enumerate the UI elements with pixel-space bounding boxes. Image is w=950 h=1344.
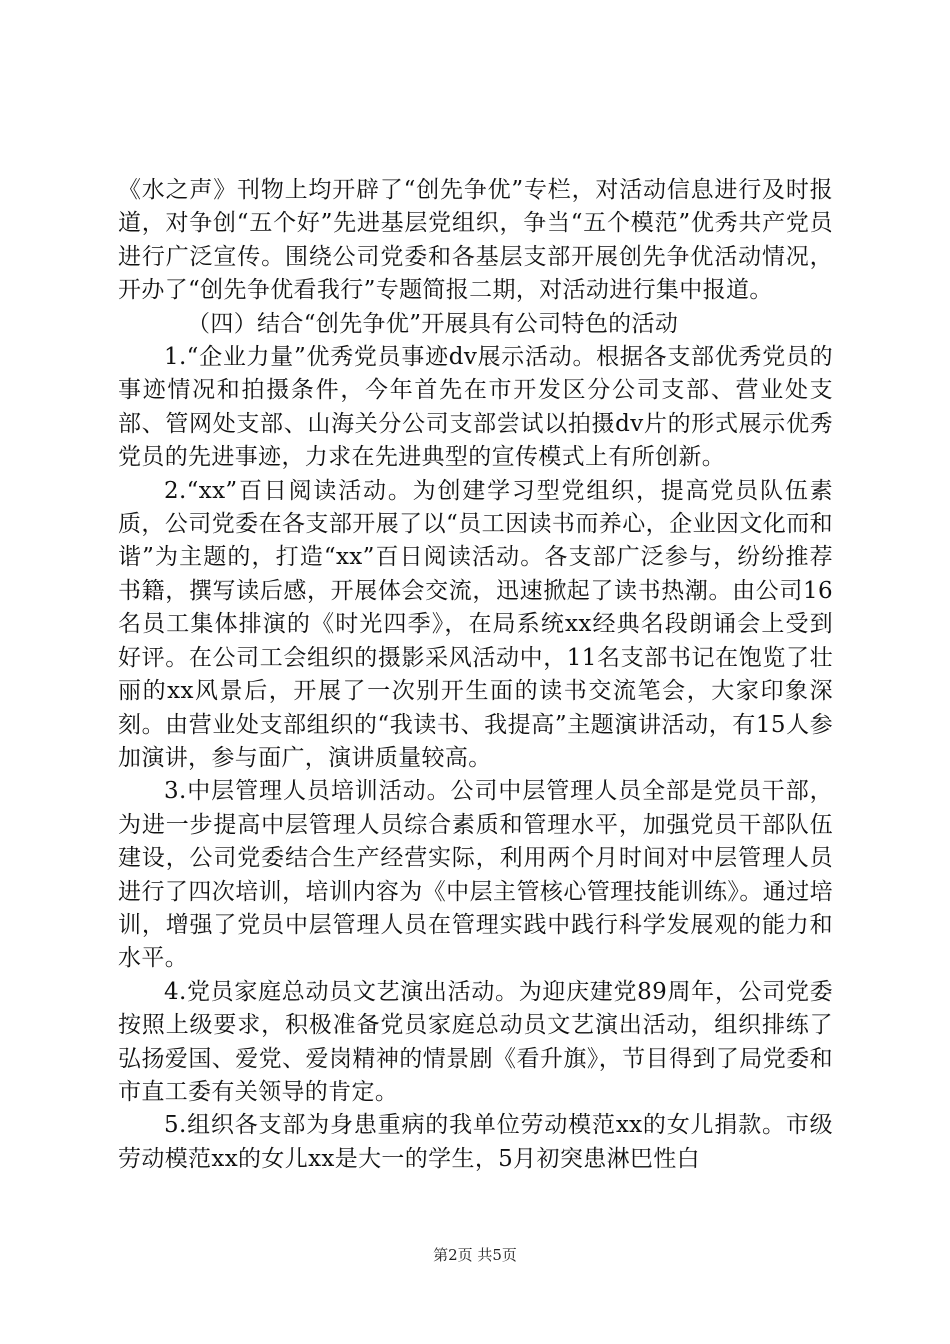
section-heading: （四）结合“创先争优”开展具有公司特色的活动 (187, 310, 679, 337)
paragraph-item-1: 1.“企业力量”优秀党员事迹dv展示活动。根据各支部优秀党员的事迹情况和拍摄条件，今年首先在市开发区分公司支部、营业处支部、管网处支部、山海关分公司支部尝试以拍摄dv片的形式展示优秀党员的先进事迹，力求在先进典型的宣传模式上有所创新。 (118, 344, 833, 471)
paragraph-continuation: 《水之声》刊物上均开辟了“创先争优”专栏，对活动信息进行及时报道，对争创“五个好”先进基层党组织，争当“五个模范”优秀共产党员进行广泛宣传。围绕公司党委和各基层支部开展创先争优活动情况，开办了“创先争优看我行”专题简报二期，对活动进行集中报道。 (118, 177, 833, 304)
paragraph-item-4: 4.党员家庭总动员文艺演出活动。为迎庆建党89周年，公司党委按照上级要求，积极准备党员家庭总动员文艺演出活动，组织排练了弘扬爱国、爱党、爱岗精神的情景剧《看升旗》，节目得到了局党委和市直工委有关领导的肯定。 (118, 978, 833, 1105)
page-footer: 第2页 共5页 (433, 1246, 517, 1264)
paragraph-item-5: 5.组织各支部为身患重病的我单位劳动模范xx的女儿捐款。市级劳动模范xx的女儿xx是大一的学生，5月初突患淋巴性白 (118, 1112, 833, 1172)
document-body (118, 174, 833, 1176)
paragraph-item-3: 3.中层管理人员培训活动。公司中层管理人员全部是党员干部，为进一步提高中层管理人员综合素质和管理水平，加强党员干部队伍建设，公司党委结合生产经营实际，利用两个月时间对中层管理人员进行了四次培训，培训内容为《中层主管核心管理技能训练》。通过培训，增强了党员中层管理人员在管理实践中践行科学发展观的能力和水平。 (118, 778, 833, 972)
paragraph-item-2: 2.“xx”百日阅读活动。为创建学习型党组织，提高党员队伍素质，公司党委在各支部开展了以“员工因读书而养心，企业因文化而和谐”为主题的，打造“xx”百日阅读活动。各支部广泛参与，纷纷推荐书籍，撰写读后感，开展体会交流，迅速掀起了读书热潮。由公司16名员工集体排演的《时光四季》，在局系统xx经典名段朗诵会上受到好评。在公司工会组织的摄影采风活动中，11名支部书记在饱览了壮丽的xx风景后，开展了一次别开生面的读书交流笔会，大家印象深刻。由营业处支部组织的“我读书、我提高”主题演讲活动，有15人参加演讲，参与面广，演讲质量较高。 (118, 477, 833, 771)
